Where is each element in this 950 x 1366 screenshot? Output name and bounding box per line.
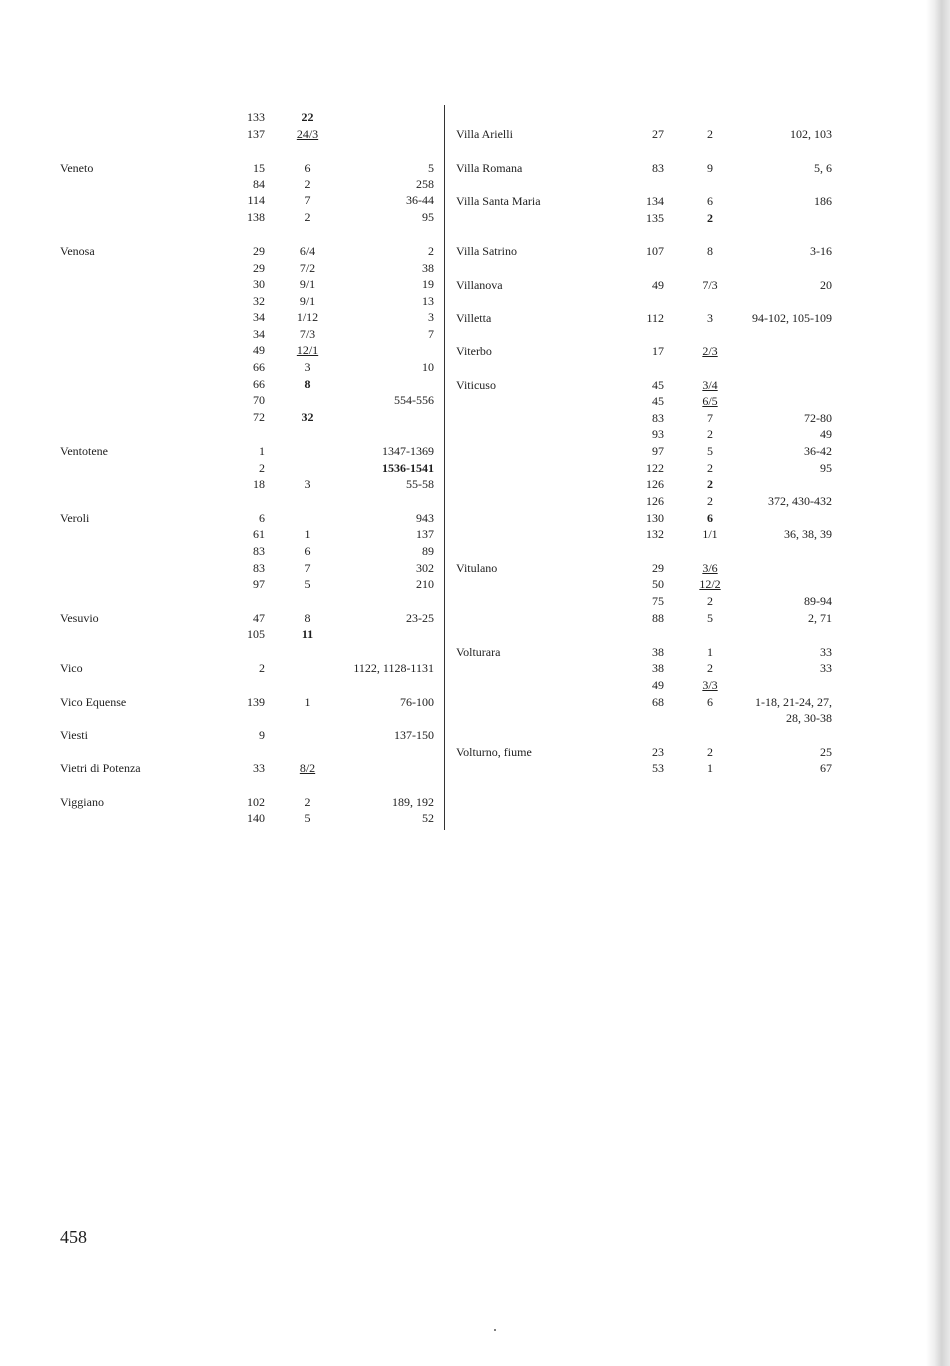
volume-number: 107 [646,244,664,258]
volume-number: 29 [253,244,265,258]
fascicle-number: 8/2 [299,761,316,775]
volume-number: 27 [652,127,664,141]
volume-number: 93 [652,427,664,441]
fascicle-number: 3/4 [702,378,718,392]
fascicle-number: 5 [707,611,713,625]
fascicle-number: 22 [301,110,314,124]
index-row [60,210,440,225]
volume-number: 133 [247,110,265,124]
volume-number: 61 [253,527,265,541]
volume-number: 17 [652,344,664,358]
index-row [60,277,440,292]
index-row [60,110,440,125]
place-name: Viticuso [456,378,496,392]
index-row [456,211,836,226]
index-row [60,661,440,676]
fascicle-number: 6 [304,161,311,175]
fascicle-number: 2 [707,461,713,475]
volume-number: 2 [259,661,265,675]
index-row [456,594,836,609]
place-name: Viterbo [456,344,492,358]
place-name: Volturno, fiume [456,745,532,759]
fascicle-number: 5 [707,444,713,458]
index-row [60,511,440,526]
index-row [60,393,440,408]
page-range: 23-25 [406,611,434,625]
volume-number: 68 [652,695,664,709]
volume-number: 83 [652,161,664,175]
place-name: Viggiano [60,795,104,809]
index-row [60,294,440,309]
fascicle-number: 1 [707,645,713,659]
index-row [60,527,440,542]
page-range: 258 [416,177,434,191]
index-row [60,627,440,642]
place-name: Vietri di Potenza [60,761,141,775]
volume-number: 97 [652,444,664,458]
page-range: 102, 103 [790,127,832,141]
page-edge-shadow [926,0,950,1366]
place-name: Villa Santa Maria [456,194,541,208]
fascicle-number: 7/3 [299,327,316,341]
index-row [60,561,440,576]
volume-number: 70 [253,393,265,407]
index-row [456,745,836,760]
volume-number: 122 [646,461,664,475]
volume-number: 38 [652,661,664,675]
volume-number: 112 [646,311,664,325]
fascicle-number: 9/1 [299,294,316,308]
page-range: 137 [416,527,434,541]
index-row [456,444,836,459]
volume-number: 50 [652,577,664,591]
page-range: 2 [428,244,434,258]
volume-number: 132 [646,527,664,541]
index-row [60,728,440,743]
volume-number: 140 [247,811,265,825]
index-row [60,444,440,459]
index-row [456,427,836,442]
index-row [456,561,836,576]
page-range: 94-102, 105-109 [752,311,832,325]
fascicle-number: 3 [304,477,311,491]
page-range: 49 [820,427,832,441]
fascicle-number: 2 [707,427,713,441]
fascicle-number: 2/3 [702,344,718,358]
index-row [456,461,836,476]
fascicle-number: 24/3 [296,127,319,141]
index-row [60,261,440,276]
index-row [60,477,440,492]
volume-number: 105 [247,627,265,641]
volume-number: 72 [253,410,265,424]
index-row [60,377,440,392]
volume-number: 137 [247,127,265,141]
volume-number: 139 [247,695,265,709]
page-range: 1-18, 21-24, 27, [755,695,832,709]
fascicle-number: 2 [707,594,713,608]
page-range: 28, 30-38 [786,711,832,725]
volume-number: 49 [652,278,664,292]
page-range: 372, 430-432 [768,494,832,508]
fascicle-number: 32 [301,410,314,424]
volume-number: 130 [646,511,664,525]
page-range: 943 [416,511,434,525]
page-range: 52 [422,811,434,825]
fascicle-number: 12/1 [296,343,319,357]
fascicle-number: 9/1 [299,277,316,291]
index-row [456,278,836,293]
index-row [456,394,836,409]
volume-number: 49 [652,678,664,692]
volume-number: 9 [259,728,265,742]
volume-number: 102 [247,795,265,809]
volume-number: 84 [253,177,265,191]
page-range: 89 [422,544,434,558]
fascicle-number: 3 [707,311,713,325]
fascicle-number: 5 [304,577,311,591]
volume-number: 126 [646,494,664,508]
fascicle-number: 11 [301,627,314,641]
page-range: 76-100 [400,695,434,709]
fascicle-number: 2 [707,211,713,225]
index-row [60,410,440,425]
volume-number: 29 [253,261,265,275]
fascicle-number: 7 [304,561,311,575]
volume-number: 1 [259,444,265,458]
index-row [60,461,440,476]
page-range: 25 [820,745,832,759]
page-range: 20 [820,278,832,292]
fascicle-number: 3/6 [702,561,718,575]
index-row [456,678,836,693]
volume-number: 126 [646,477,664,491]
index-row [60,577,440,592]
fascicle-number: 8 [304,377,311,391]
volume-number: 97 [253,577,265,591]
place-name: Villa Satrino [456,244,517,258]
fascicle-number: 6 [707,194,713,208]
volume-number: 45 [652,378,664,392]
page-range: 302 [416,561,434,575]
fascicle-number: 2 [707,127,713,141]
fascicle-number: 2 [707,477,713,491]
volume-number: 47 [253,611,265,625]
index-row [60,811,440,826]
fascicle-number: 1 [304,695,311,709]
index-row [456,494,836,509]
place-name: Ventotene [60,444,108,458]
page-range: 210 [416,577,434,591]
page-range: 186 [814,194,832,208]
page-range: 95 [820,461,832,475]
index-row [456,711,836,726]
index-row [456,645,836,660]
page-range: 36-42 [804,444,832,458]
volume-number: 23 [652,745,664,759]
volume-number: 53 [652,761,664,775]
volume-number: 29 [652,561,664,575]
place-name: Vesuvio [60,611,99,625]
fascicle-number: 7/3 [702,278,718,292]
fascicle-number: 1/1 [702,527,718,541]
page-range: 72-80 [804,411,832,425]
index-row [456,611,836,626]
index-row [456,527,836,542]
page-range: 33 [820,661,832,675]
page-range: 554-556 [394,393,434,407]
volume-number: 83 [253,544,265,558]
volume-number: 66 [253,377,265,391]
index-row [60,795,440,810]
page-range: 3-16 [810,244,832,258]
page-range: 5, 6 [814,161,832,175]
place-name: Veneto [60,161,94,175]
fascicle-number: 2 [304,795,311,809]
page-range: 2, 71 [808,611,832,625]
fascicle-number: 2 [304,210,311,224]
index-row [456,311,836,326]
place-name: Villa Romana [456,161,523,175]
page-range: 137-150 [394,728,434,742]
fascicle-number: 7 [707,411,713,425]
fascicle-number: 3/3 [702,678,718,692]
page-range: 13 [422,294,434,308]
page-range: 33 [820,645,832,659]
volume-number: 49 [253,343,265,357]
fascicle-number: 7/2 [299,261,316,275]
index-row [456,411,836,426]
place-name: Viesti [60,728,88,742]
place-name: Villetta [456,311,492,325]
page-range: 38 [422,261,434,275]
index-row [456,127,836,142]
index-row [60,695,440,710]
index-row [456,244,836,259]
index-row [456,511,836,526]
page-range: 7 [428,327,434,341]
fascicle-number: 6 [707,695,713,709]
volume-number: 34 [253,327,265,341]
volume-number: 30 [253,277,265,291]
page-range: 89-94 [804,594,832,608]
volume-number: 45 [652,394,664,408]
page-range: 189, 192 [392,795,434,809]
fascicle-number: 2 [304,177,311,191]
fascicle-number: 2 [707,661,713,675]
index-row [456,477,836,492]
fascicle-number: 1/12 [296,310,319,324]
volume-number: 34 [253,310,265,324]
place-name: Vitulano [456,561,498,575]
page-range: 95 [422,210,434,224]
index-row [60,761,440,776]
volume-number: 6 [259,511,265,525]
fascicle-number: 9 [707,161,713,175]
page-range: 1347-1369 [382,444,434,458]
place-name: Villanova [456,278,503,292]
place-name: Vico Equense [60,695,127,709]
index-row [60,360,440,375]
place-name: Veroli [60,511,90,525]
volume-number: 138 [247,210,265,224]
volume-number: 88 [652,611,664,625]
index-row [456,577,836,592]
volume-number: 2 [259,461,265,475]
volume-number: 114 [247,193,265,207]
fascicle-number: 12/2 [699,577,721,591]
index-row [60,177,440,192]
index-row [456,161,836,176]
fascicle-number: 7 [304,193,311,207]
volume-number: 33 [253,761,265,775]
index-row [456,695,836,710]
volume-number: 32 [253,294,265,308]
index-row [60,327,440,342]
index-row [60,343,440,358]
index-row [60,127,440,142]
volume-number: 134 [646,194,664,208]
index-row [60,193,440,208]
index-row [456,344,836,359]
page-range: 3 [428,310,434,324]
volume-number: 38 [652,645,664,659]
volume-number: 15 [253,161,265,175]
place-name: Villa Arielli [456,127,513,141]
index-row [60,544,440,559]
index-row [60,310,440,325]
place-name: Volturara [456,645,501,659]
page-range: 19 [422,277,434,291]
index-row [456,761,836,776]
page-range: 5 [428,161,434,175]
index-row [60,244,440,259]
fascicle-number: 2 [707,494,713,508]
volume-number: 18 [253,477,265,491]
fascicle-number: 1 [304,527,311,541]
fascicle-number: 6 [707,511,713,525]
volume-number: 75 [652,594,664,608]
fascicle-number: 5 [304,811,311,825]
column-divider [444,105,445,830]
page-range: 1536-1541 [382,461,434,475]
volume-number: 66 [253,360,265,374]
volume-number: 83 [652,411,664,425]
fascicle-number: 8 [304,611,311,625]
scan-speck [494,1329,496,1331]
fascicle-number: 3 [304,360,311,374]
page-range: 36, 38, 39 [784,527,832,541]
fascicle-number: 1 [707,761,713,775]
volume-number: 135 [646,211,664,225]
page-range: 10 [422,360,434,374]
page-range: 1122, 1128-1131 [353,661,434,675]
fascicle-number: 8 [707,244,713,258]
page-range: 55-58 [406,477,434,491]
index-row [60,611,440,626]
fascicle-number: 6 [304,544,311,558]
place-name: Vico [60,661,83,675]
index-row [60,161,440,176]
fascicle-number: 6/5 [702,394,718,408]
place-name: Venosa [60,244,95,258]
fascicle-number: 6/4 [299,244,316,258]
index-row [456,661,836,676]
index-row [456,378,836,393]
volume-number: 83 [253,561,265,575]
page-range: 67 [820,761,832,775]
index-row [456,194,836,209]
page-number: 458 [60,1227,87,1247]
page-range: 36-44 [406,193,434,207]
fascicle-number: 2 [707,745,713,759]
